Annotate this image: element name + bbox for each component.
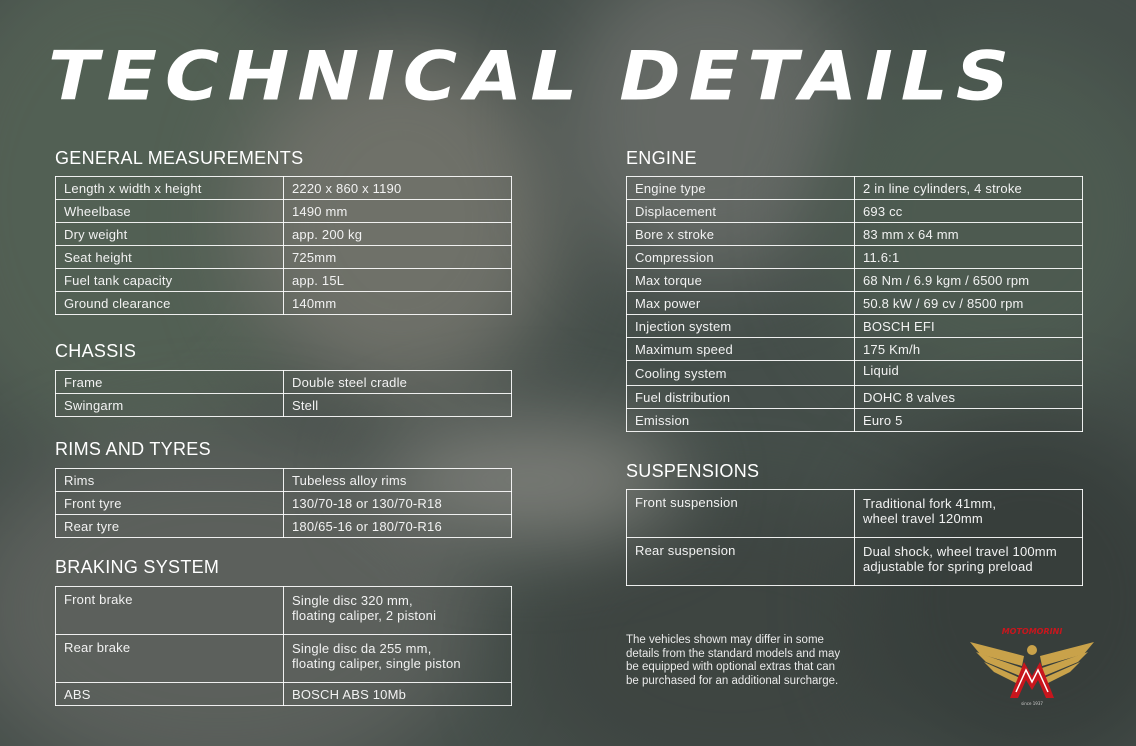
spec-label: Wheelbase bbox=[56, 200, 284, 223]
suspensions-table bbox=[626, 489, 1083, 586]
spec-label: Compression bbox=[627, 246, 855, 269]
spec-value: Tubeless alloy rims bbox=[284, 469, 512, 492]
table-row bbox=[56, 683, 512, 706]
spec-value: 2220 x 860 x 1190 bbox=[284, 177, 512, 200]
disclaimer-text: The vehicles shown may differ in some details from the standard models and may be equipped with optional extras that can be purchased for an additional surcharge. bbox=[626, 634, 841, 687]
table-row bbox=[627, 177, 1083, 200]
spec-label: Ground clearance bbox=[56, 292, 284, 315]
spec-label: Displacement bbox=[627, 200, 855, 223]
spec-value bbox=[284, 587, 512, 635]
table-row bbox=[56, 269, 512, 292]
table-row bbox=[627, 269, 1083, 292]
table-row bbox=[56, 200, 512, 223]
spec-value: 11.6:1 bbox=[855, 246, 1083, 269]
spec-label: Rear suspension bbox=[627, 538, 855, 586]
table-row bbox=[627, 292, 1083, 315]
table-row bbox=[56, 394, 512, 417]
engine-title: ENGINE bbox=[626, 148, 697, 168]
table-row bbox=[56, 223, 512, 246]
spec-label: Injection system bbox=[627, 315, 855, 338]
spec-value: 130/70-18 or 130/70-R18 bbox=[284, 492, 512, 515]
general-measurements-title: GENERAL MEASUREMENTS bbox=[55, 148, 304, 168]
spec-value-line: floating caliper, single piston bbox=[292, 656, 461, 671]
general-measurements-table bbox=[55, 176, 512, 315]
table-row bbox=[56, 292, 512, 315]
spec-value-line: Single disc 320 mm, bbox=[292, 593, 413, 608]
spec-label: Dry weight bbox=[56, 223, 284, 246]
spec-value: DOHC 8 valves bbox=[855, 386, 1083, 409]
rims-tyres-table bbox=[55, 468, 512, 538]
spec-value: Stell bbox=[284, 394, 512, 417]
spec-value-line: Dual shock, wheel travel 100mm bbox=[863, 544, 1057, 559]
table-row bbox=[56, 515, 512, 538]
spec-label: Frame bbox=[56, 371, 284, 394]
table-row bbox=[627, 315, 1083, 338]
spec-value: app. 200 kg bbox=[284, 223, 512, 246]
spec-value-line: adjustable for spring preload bbox=[863, 559, 1033, 574]
page-title: TECHNICAL DETAILS bbox=[48, 37, 1018, 117]
chassis-title: CHASSIS bbox=[55, 341, 137, 361]
spec-label: Max torque bbox=[627, 269, 855, 292]
chassis-table bbox=[55, 370, 512, 417]
spec-label: Fuel tank capacity bbox=[56, 269, 284, 292]
table-row bbox=[627, 538, 1083, 586]
spec-label: Bore x stroke bbox=[627, 223, 855, 246]
table-row bbox=[56, 246, 512, 269]
spec-value-line: wheel travel 120mm bbox=[863, 511, 983, 526]
spec-label: Length x width x height bbox=[56, 177, 284, 200]
spec-label: Engine type bbox=[627, 177, 855, 200]
table-row bbox=[627, 246, 1083, 269]
table-row bbox=[627, 490, 1083, 538]
spec-value: 68 Nm / 6.9 kgm / 6500 rpm bbox=[855, 269, 1083, 292]
spec-label: Fuel distribution bbox=[627, 386, 855, 409]
spec-label: ABS bbox=[56, 683, 284, 706]
spec-value: 1490 mm bbox=[284, 200, 512, 223]
eagle-m-logo-icon bbox=[966, 626, 1098, 706]
spec-label: Cooling system bbox=[627, 361, 855, 386]
spec-label: Maximum speed bbox=[627, 338, 855, 361]
spec-value bbox=[855, 538, 1083, 586]
table-row bbox=[627, 338, 1083, 361]
spec-value: Euro 5 bbox=[855, 409, 1083, 432]
spec-value: 140mm bbox=[284, 292, 512, 315]
spec-value bbox=[855, 490, 1083, 538]
table-row bbox=[627, 361, 1083, 386]
spec-value: BOSCH ABS 10Mb bbox=[284, 683, 512, 706]
table-row bbox=[627, 409, 1083, 432]
spec-label: Rear brake bbox=[56, 635, 284, 683]
spec-label: Emission bbox=[627, 409, 855, 432]
table-row bbox=[56, 371, 512, 394]
table-row bbox=[56, 635, 512, 683]
brand-tagline: since 1937 bbox=[1021, 701, 1043, 706]
spec-value: 2 in line cylinders, 4 stroke bbox=[855, 177, 1083, 200]
spec-label: Seat height bbox=[56, 246, 284, 269]
brand-wordmark: MOTOMORINI bbox=[1001, 627, 1063, 636]
table-row bbox=[56, 492, 512, 515]
suspensions-title: SUSPENSIONS bbox=[626, 461, 760, 481]
table-row bbox=[56, 587, 512, 635]
table-row bbox=[56, 177, 512, 200]
braking-system-table bbox=[55, 586, 512, 706]
spec-value: 693 cc bbox=[855, 200, 1083, 223]
spec-label: Rear tyre bbox=[56, 515, 284, 538]
spec-value: BOSCH EFI bbox=[855, 315, 1083, 338]
spec-label: Front suspension bbox=[627, 490, 855, 538]
spec-label: Swingarm bbox=[56, 394, 284, 417]
braking-system-title: BRAKING SYSTEM bbox=[55, 557, 220, 577]
spec-value: 180/65-16 or 180/70-R16 bbox=[284, 515, 512, 538]
spec-value-line: Single disc da 255 mm, bbox=[292, 641, 432, 656]
rims-tyres-title: RIMS AND TYRES bbox=[55, 439, 211, 459]
spec-value-line: floating caliper, 2 pistoni bbox=[292, 608, 437, 623]
engine-table bbox=[626, 176, 1083, 432]
spec-value-line: Traditional fork 41mm, bbox=[863, 496, 997, 511]
spec-label: Rims bbox=[56, 469, 284, 492]
spec-value: app. 15L bbox=[284, 269, 512, 292]
spec-value: 83 mm x 64 mm bbox=[855, 223, 1083, 246]
spec-label: Front tyre bbox=[56, 492, 284, 515]
spec-label: Max power bbox=[627, 292, 855, 315]
table-row bbox=[627, 223, 1083, 246]
table-row bbox=[627, 200, 1083, 223]
spec-value: Double steel cradle bbox=[284, 371, 512, 394]
spec-label: Front brake bbox=[56, 587, 284, 635]
table-row bbox=[627, 386, 1083, 409]
spec-value: 175 Km/h bbox=[855, 338, 1083, 361]
spec-value: 50.8 kW / 69 cv / 8500 rpm bbox=[855, 292, 1083, 315]
spec-value: 725mm bbox=[284, 246, 512, 269]
table-row bbox=[56, 469, 512, 492]
spec-value bbox=[284, 635, 512, 683]
spec-value: Liquid bbox=[855, 361, 1083, 386]
